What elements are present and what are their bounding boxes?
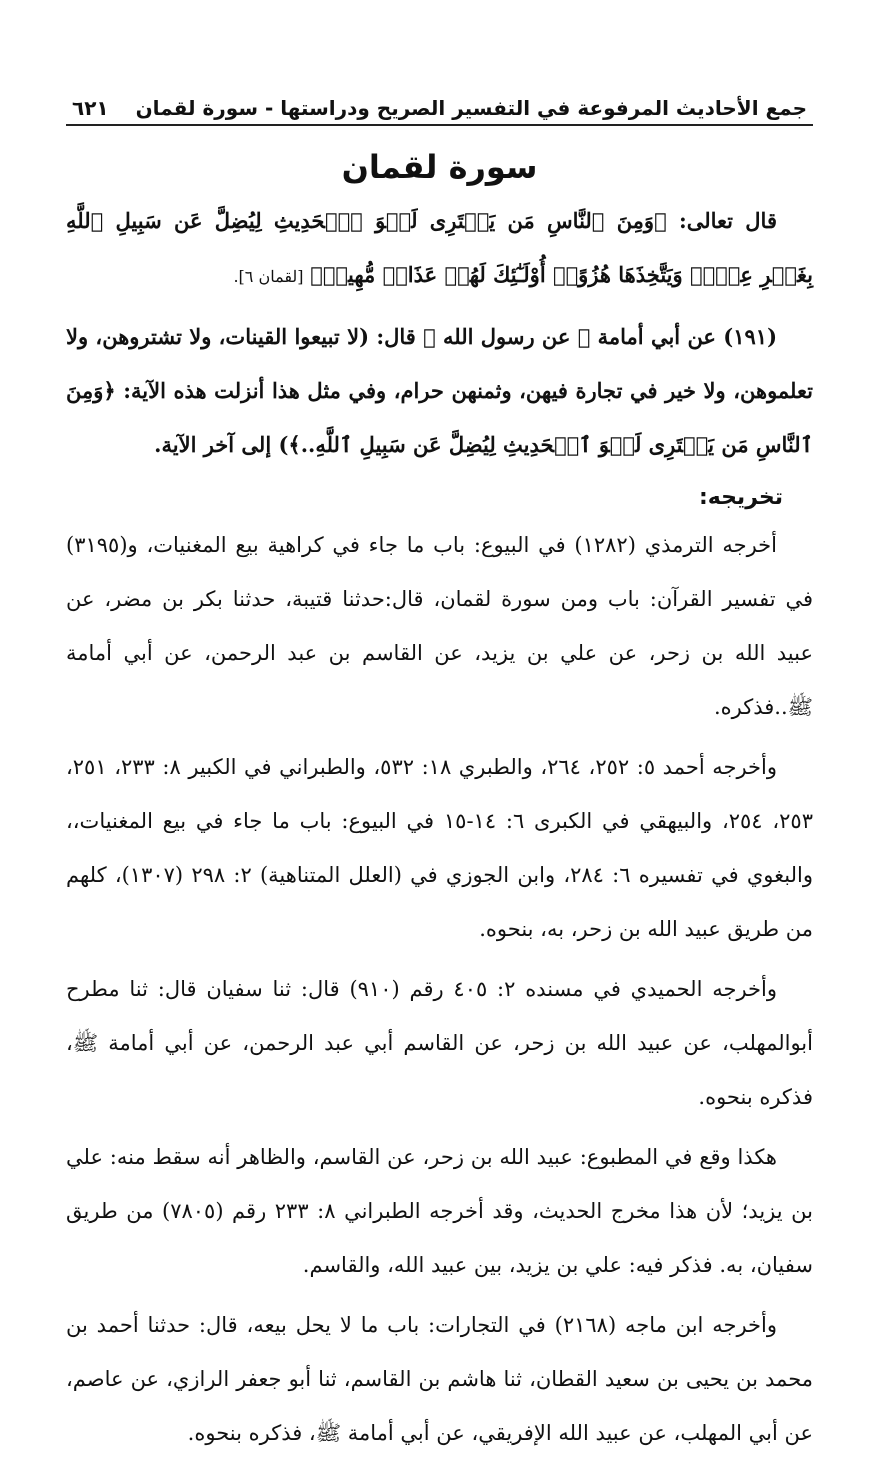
quran-verse: ﴿وَمِنَ ٱلنَّاسِ مَن يَشۡتَرِى لَهۡوَ ٱلۡحَدِيثِ لِيُضِلَّ عَن سَبِيلِ ٱللَّهِ بِغَيۡرِ عِلۡمٖ وَيَتَّخِذَهَا هُزُوًاۚ أُوْلَـٰٓئِكَ لَهُمۡ عَذَابٞ مُّهِينٞ﴾ (66, 208, 813, 287)
hadith-text: (١٩١) عن أبي أمامة ﷺ عن رسول الله ﷺ قال: (لا تبيعوا القينات، ولا تشتروهن، ولا تعلموهن، ولا خير في تجارة فيهن، وثمنهن حرام، وفي مثل هذا أنزلت هذه الآية: ﴿وَمِنَ ٱلنَّاسِ مَن يَشۡتَرِى لَهۡوَ ٱلۡحَدِيثِ لِيُضِلَّ عَن سَبِيلِ ٱللَّهِ..﴾) إلى آخر الآية. (66, 324, 813, 457)
verse-reference: [لقمان ٦]. (233, 267, 304, 286)
takhrij-paragraph-2: وأخرجه أحمد ٥: ٢٥٢، ٢٦٤، والطبري ١٨: ٥٣٢، والطبراني في الكبير ٨: ٢٣٣، ٢٥١، ٢٥٣، ٢٥٤، والبيهقي في الكبرى ٦: ١٤-١٥ في البيوع: باب ما جاء في بيع المغنيات،، والبغوي في تفسيره ٦: ٢٨٤، وابن الجوزي في (العلل المتناهية) ٢: ٢٩٨ (١٣٠٧)، كلهم من طريق عبيد الله بن زحر، به، بنحوه. (66, 755, 813, 941)
takhrij-paragraph-4: هكذا وقع في المطبوع: عبيد الله بن زحر، عن القاسم، والظاهر أنه سقط منه: علي بن يزيد؛ لأن هذا مخرج الحديث، وقد أخرجه الطبراني ٨: ٢٣٣ رقم (٧٨٠٥) من طريق سفيان، به. فذكر فيه: علي بن يزيد، بين عبيد الله، والقاسم. (66, 1145, 813, 1277)
running-header (66, 96, 813, 126)
takhrij-paragraph-1: أخرجه الترمذي (١٢٨٢) في البيوع: باب ما جاء في كراهية بيع المغنيات، و(٣١٩٥) في تفسير القرآن: باب ومن سورة لقمان، قال:حدثنا قتيبة، حدثنا بكر بن مضر، عن عبيد الله بن زحر، عن علي بن يزيد، عن القاسم بن عبد الرحمن، عن أبي أمامة ﷺ..فذكره. (66, 533, 813, 719)
intro-verse-paragraph (66, 194, 813, 304)
takhrij-heading: تخريجه: (698, 485, 783, 510)
takhrij-paragraph-3: وأخرجه الحميدي في مسنده ٢: ٤٠٥ رقم (٩١٠) قال: ثنا سفيان قال: ثنا مطرح أبوالمهلب، عن عبيد الله بن زحر، عن القاسم أبي عبد الرحمن، عن أبي أمامة ﷺ، فذكره بنحوه. (66, 977, 813, 1109)
surah-title: سورة لقمان (341, 148, 538, 186)
intro-lead: قال تعالى: (666, 208, 777, 233)
running-title: جمع الأحاديث المرفوعة في التفسير الصريح ودراستها - سورة لقمان (135, 96, 807, 120)
takhrij-paragraph-5: وأخرجه ابن ماجه (٢١٦٨) في التجارات: باب ما لا يحل بيعه، قال: حدثنا أحمد بن محمد بن يحيى بن سعيد القطان، ثنا هاشم بن القاسم، ثنا أبو جعفر الرازي، عن عاصم، عن أبي المهلب، عن عبيد الله الإفريقي، عن أبي أمامة ﷺ، فذكره بنحوه. (66, 1313, 813, 1445)
page-number: ٦٢١ (72, 96, 109, 120)
